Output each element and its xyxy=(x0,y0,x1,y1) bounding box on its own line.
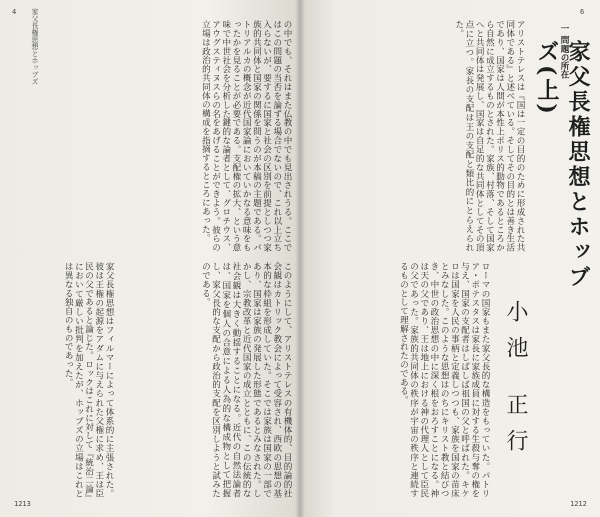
right-bottom-column: ローマの国家もまた家父長的な構造をもっていた。パトリア・ポテスタスは家長に家族成員に対する生殺与奪の権を与え、国家の支配者はしばしば祖国の父と呼ばれた。キケロは国家を人民の事柄と定義しつつも、家族を国家の苗床とみなした。このような思想はのちにキリスト教と結びつき、中世の政治思想の中に深く根をおろすことになる。神は天の父であり、王は地上における神の代理人として臣民の父であった。家族的共同体の秩序が宇宙の秩序と連続するものとして理解されたのである。 xyxy=(398,262,490,498)
book-gutter xyxy=(295,0,305,517)
right-top-column: アリストテレスは『国は一定の目的のために形成された共同体である』と述べている。そしてその目的とは善き生活であり、国家は人間が本性上ポリス的動物であるところから自然に成立するものとされた。家族、村落、そして国家へと共同体は発展し、国家は自足的な共同体としてその頂点に立つ。家長の支配は王の支配と類比的にとらえられた。 xyxy=(453,20,525,252)
right-page xyxy=(300,0,600,517)
left-top-column: の中でも、それはまた仏教の中でも見出されうる。ここではこの問題の当否を論ずる場合でないので、これ以上立ち入らないが、要するに国家と社会の区別を前提としつつ家族的共同体と国家の関係を問うのが本稿の主題である。パトリアルカの概念が近代国家論においていかなる意味をもったかを見ることが必要である。支配権の拡大、という意味で中世社会を分析した鍵的な論者として、グロチウス、アウグスティヌスらの名をあげることができよう。彼らの立場は政治的共同体の構成を指摘するところにあった。 xyxy=(200,20,292,252)
left-column-divider xyxy=(30,256,292,257)
left-bottom-column: このようにして、アリストテレスの有機体的、目的論的社会観はカトリック教会によって受容され、西欧の思想の基本的な枠組を形成していた。そこでは家族は国家の一部であり、国家は家族の発展した形態であるとみなされた。しかし、宗教改革と近代国家の成立とともに、この伝統的な社会観は大きく動揺することになる。近代の自然法論者は、国家を個人の合意による人為的な構成物として把握し、家父長的な支配から政治的支配を区別しようと試みたのである。 xyxy=(200,262,292,498)
article-author: 小池 正行 xyxy=(503,300,528,465)
left-page-number: 1213 xyxy=(14,500,31,508)
right-page-number: 1212 xyxy=(570,500,587,508)
right-running-number: 6 xyxy=(580,8,585,16)
article-title: 家父長権思想とホッブズ(上) xyxy=(534,40,591,290)
left-bottom-column-2: 家父長権思想はフィルマーによって体系的に主張された。彼は王権の起源をアダムに与えられた父権に求め、王は臣民の父であると論じた。ロックはこれに対して『統治二論』において厳しい批判を加えたが、ホッブズの立場はこれとは異なる独自のものであった。 xyxy=(63,262,114,498)
left-running-head: 家父長権思想とホッブズ xyxy=(31,8,39,85)
section-heading: 一 問題の所在 xyxy=(559,24,569,79)
left-running-number: 4 xyxy=(12,8,17,16)
